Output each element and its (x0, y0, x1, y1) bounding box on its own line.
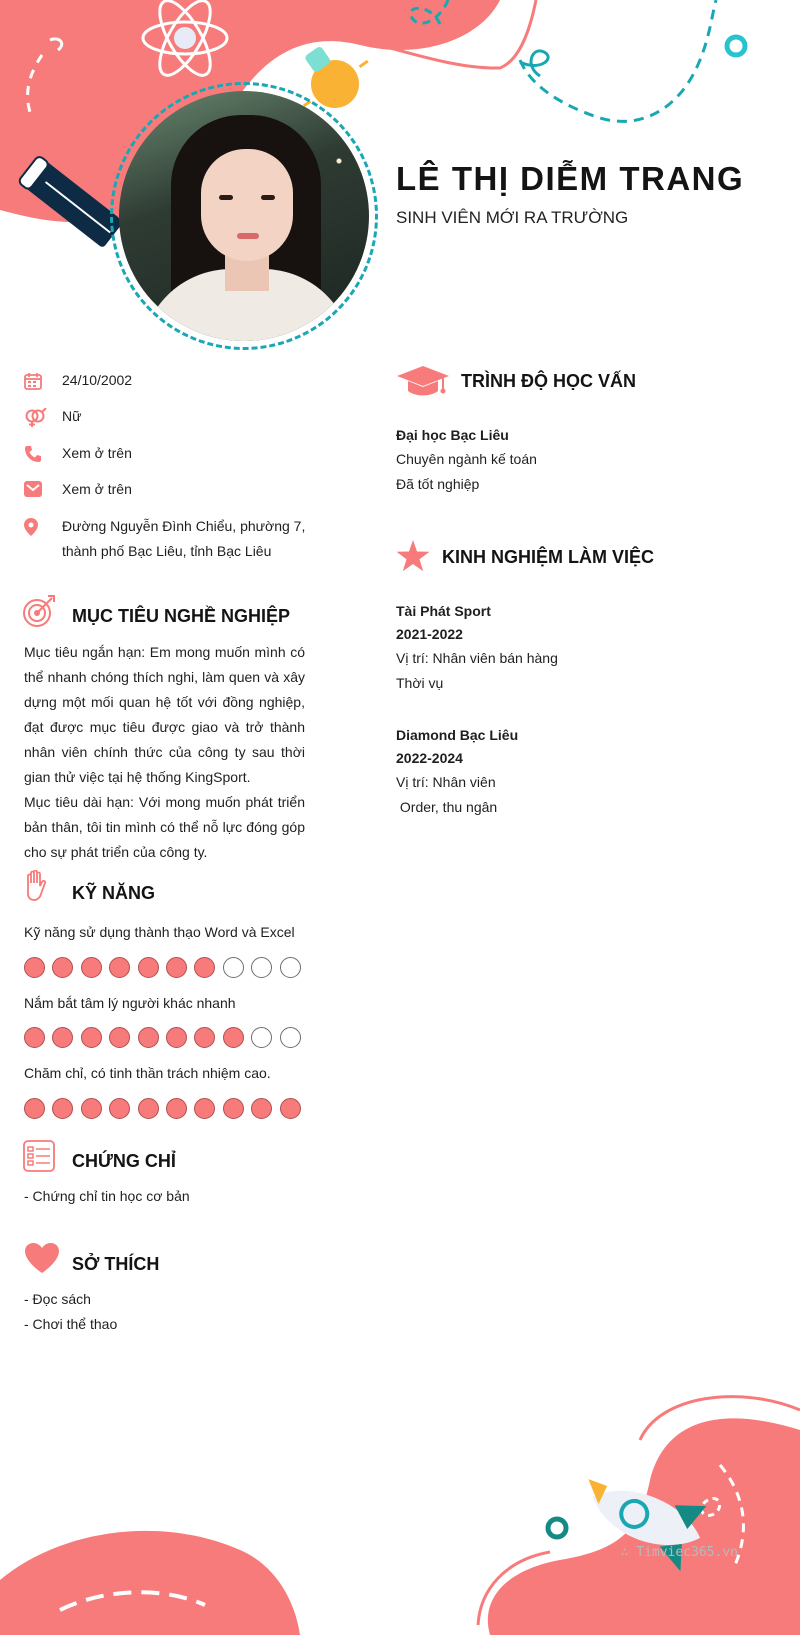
job-position-1: Vị trí: Nhân viên (396, 774, 496, 790)
rating-dot-filled (52, 1027, 73, 1048)
rating-dot-filled (223, 1098, 244, 1119)
rating-dot-filled (24, 1098, 45, 1119)
education-status: Đã tốt nghiệp (396, 476, 480, 492)
rating-dot-filled (24, 1027, 45, 1048)
birthday-text: 24/10/2002 (62, 372, 133, 388)
skill-label-2: Chăm chỉ, có tinh thần trách nhiệm cao. (24, 1065, 271, 1081)
rating-dot-filled (109, 1098, 130, 1119)
skill-rating-2 (24, 1098, 308, 1119)
rating-dot-filled (109, 957, 130, 978)
phone-text: Xem ở trên (62, 445, 132, 461)
candidate-subtitle: SINH VIÊN MỚI RA TRƯỜNG (396, 208, 629, 227)
education-title: TRÌNH ĐỘ HỌC VẤN (461, 371, 636, 391)
job-position-0: Vị trí: Nhân viên bán hàng (396, 650, 558, 666)
candidate-name: LÊ THỊ DIỄM TRANG (396, 160, 745, 197)
rating-dot-filled (166, 1098, 187, 1119)
job-company-1: Diamond Bạc Liêu (396, 727, 519, 743)
hobbies-title: SỞ THÍCH (72, 1254, 160, 1274)
address-line-2: thành phố Bạc Liêu, tỉnh Bạc Liêu (62, 543, 272, 559)
calendar-icon (24, 368, 62, 393)
job-note-0: Thời vụ (396, 675, 444, 691)
contact-address (24, 514, 324, 564)
rating-dot-filled (138, 1027, 159, 1048)
job-period-1: 2022-2024 (396, 750, 463, 766)
checklist-icon (23, 1140, 55, 1177)
rating-dot-filled (52, 957, 73, 978)
gender-icon (24, 404, 62, 429)
location-pin-icon (24, 514, 62, 564)
certificates-title: CHỨNG CHỈ (72, 1151, 176, 1171)
rating-dot-filled (223, 1027, 244, 1048)
rating-dot-filled (81, 957, 102, 978)
contact-birthday (24, 368, 324, 393)
rating-dot-empty (223, 957, 244, 978)
rating-dot-filled (194, 1027, 215, 1048)
hand-icon (24, 870, 48, 907)
gender-text: Nữ (62, 408, 82, 424)
job-company-0: Tài Phát Sport (396, 603, 491, 619)
certificate-item-0: - Chứng chỉ tin học cơ bản (24, 1188, 190, 1204)
rating-dot-filled (194, 957, 215, 978)
contact-email (24, 477, 324, 502)
hobby-item-1: - Chơi thể thao (24, 1316, 118, 1332)
hobby-item-0: - Đọc sách (24, 1291, 91, 1307)
heart-icon (24, 1242, 60, 1279)
contact-gender (24, 404, 324, 429)
objective-long-term: Mục tiêu dài hạn: Với mong muốn phát triển bản thân, tôi tin mình có thể nỗ lực đóng góp cho sự phát triển của công ty. (24, 794, 305, 860)
objective-text (24, 640, 305, 865)
rating-dot-filled (24, 957, 45, 978)
rating-dot-filled (280, 1098, 301, 1119)
rating-dot-filled (138, 1098, 159, 1119)
education-major: Chuyên ngành kế toán (396, 451, 537, 467)
profile-photo-frame (110, 82, 378, 350)
bottom-left-blob (0, 1531, 300, 1635)
rating-dot-filled (251, 1098, 272, 1119)
skill-rating-0 (24, 957, 308, 978)
skills-title: KỸ NĂNG (72, 883, 156, 903)
watermark: ∴ Timviec365.vn (620, 1545, 738, 1560)
objective-title: MỤC TIÊU NGHỀ NGHIỆP (72, 606, 291, 626)
rating-dot-filled (52, 1098, 73, 1119)
mail-icon (24, 477, 62, 502)
job-period-0: 2021-2022 (396, 626, 463, 642)
target-icon (22, 594, 56, 633)
rating-dot-empty (280, 957, 301, 978)
rating-dot-filled (138, 957, 159, 978)
job-note-1: Order, thu ngân (396, 799, 498, 815)
rating-dot-filled (81, 1027, 102, 1048)
rating-dot-filled (194, 1098, 215, 1119)
rating-dot-filled (166, 957, 187, 978)
skill-label-0: Kỹ năng sử dụng thành thạo Word và Excel (24, 924, 295, 940)
experience-title: KINH NGHIỆM LÀM VIỆC (442, 547, 655, 567)
rating-dot-filled (81, 1098, 102, 1119)
skill-label-1: Nắm bắt tâm lý người khác nhanh (24, 995, 236, 1011)
contact-phone (24, 441, 324, 466)
profile-photo (119, 91, 369, 341)
education-school: Đại học Bạc Liêu (396, 427, 509, 443)
objective-short-term: Mục tiêu ngắn hạn: Em mong muốn mình có thể nhanh chóng thích nghi, làm quen và xây dựng một mối quan hệ tốt với đồng nghiệp, đạt được mục tiêu được giao và trở thành nhân viên chính thức của công ty sau thời gian thử việc tại hệ thống KingSport. (24, 644, 305, 785)
address-line-1: Đường Nguyễn Đình Chiểu, phường 7, (62, 518, 306, 534)
graduation-cap-icon (396, 364, 450, 403)
skill-rating-1 (24, 1027, 308, 1048)
rating-dot-filled (166, 1027, 187, 1048)
star-icon (396, 540, 430, 577)
email-text: Xem ở trên (62, 481, 132, 497)
rating-dot-empty (251, 1027, 272, 1048)
rating-dot-empty (280, 1027, 301, 1048)
rating-dot-filled (109, 1027, 130, 1048)
rating-dot-empty (251, 957, 272, 978)
phone-icon (24, 441, 62, 466)
